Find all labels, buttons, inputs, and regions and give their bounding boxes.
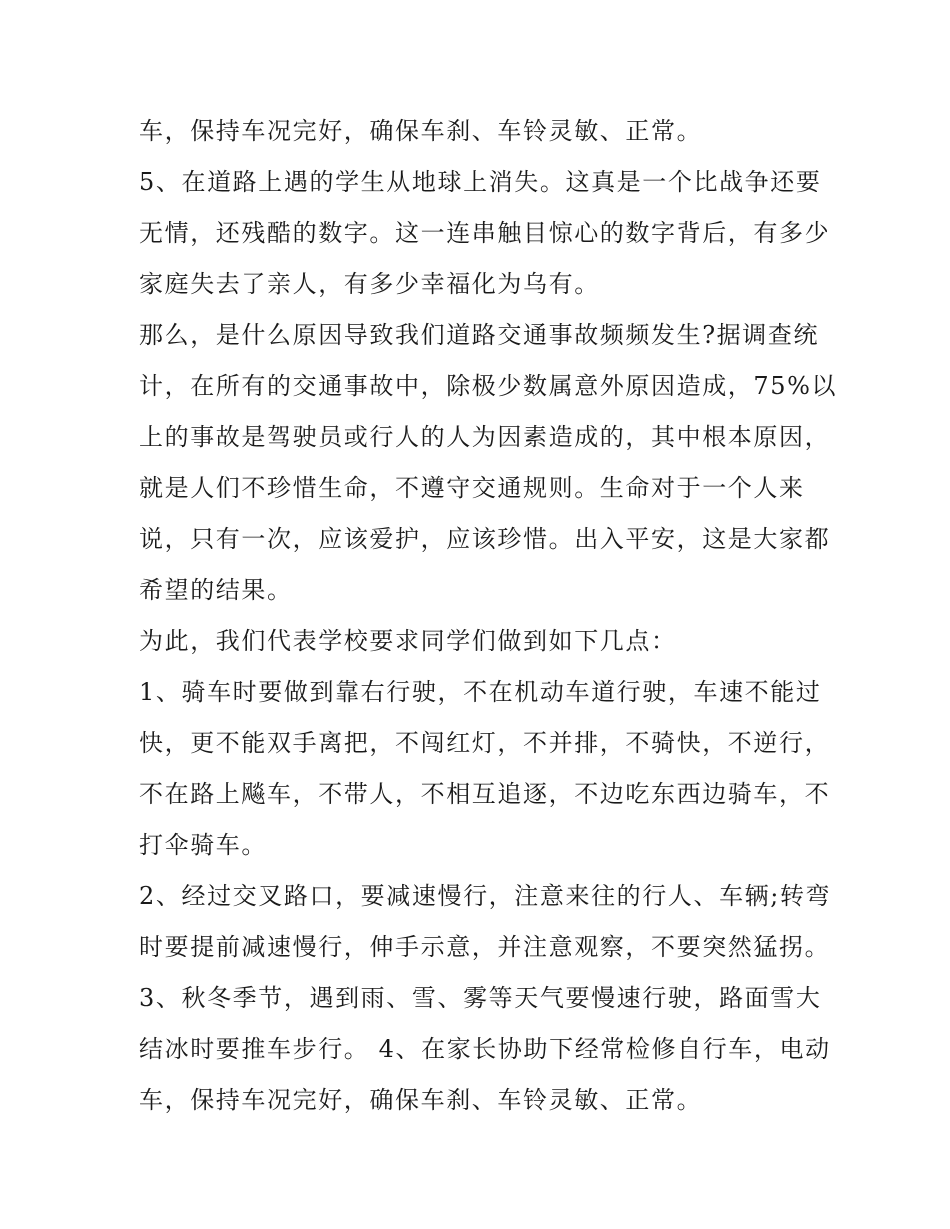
text-line: 为此，我们代表学校要求同学们做到如下几点： <box>139 627 677 655</box>
text-line: 希望的结果。 <box>139 576 293 604</box>
text-line: 无情，还残酷的数字。这一连串触目惊心的数字背后，有多少 <box>139 219 831 247</box>
text-line: 计，在所有的交通事故中，除极少数属意外原因造成，75%以 <box>139 372 838 400</box>
text-line: 就是人们不珍惜生命，不遵守交通规则。生命对于一个人来 <box>139 474 805 502</box>
text-line: 快，更不能双手离把，不闯红灯，不并排，不骑快，不逆行， <box>139 729 831 757</box>
text-line: 上的事故是驾驶员或行人的人为因素造成的，其中根本原因， <box>139 423 831 451</box>
text-line: 打伞骑车。 <box>139 831 267 859</box>
text-line: 2、经过交叉路口，要减速慢行，注意来往的行人、车辆;转弯 <box>139 882 832 910</box>
text-line: 那么，是什么原因导致我们道路交通事故频频发生?据调查统 <box>139 321 820 349</box>
text-line: 1、骑车时要做到靠右行驶，不在机动车道行驶，车速不能过 <box>139 678 822 706</box>
text-line: 车，保持车况完好，确保车刹、车铃灵敏、正常。 <box>139 1086 703 1114</box>
text-line: 车，保持车况完好，确保车刹、车铃灵敏、正常。 <box>139 117 703 145</box>
text-line: 5、在道路上遇的学生从地球上消失。这真是一个比战争还要 <box>139 168 822 196</box>
text-line: 不在路上飚车，不带人，不相互追逐，不边吃东西边骑车，不 <box>139 780 831 808</box>
text-line: 结冰时要推车步行。 4、在家长协助下经常检修自行车，电动 <box>139 1035 831 1063</box>
text-line: 家庭失去了亲人，有多少幸福化为乌有。 <box>139 270 600 298</box>
text-line: 说，只有一次，应该爱护，应该珍惜。出入平安，这是大家都 <box>139 525 831 553</box>
text-line: 3、秋冬季节，遇到雨、雪、雾等天气要慢速行驶，路面雪大 <box>139 984 822 1012</box>
document-body <box>139 106 838 1126</box>
text-line: 时要提前减速慢行，伸手示意，并注意观察，不要突然猛拐。 <box>139 933 831 961</box>
